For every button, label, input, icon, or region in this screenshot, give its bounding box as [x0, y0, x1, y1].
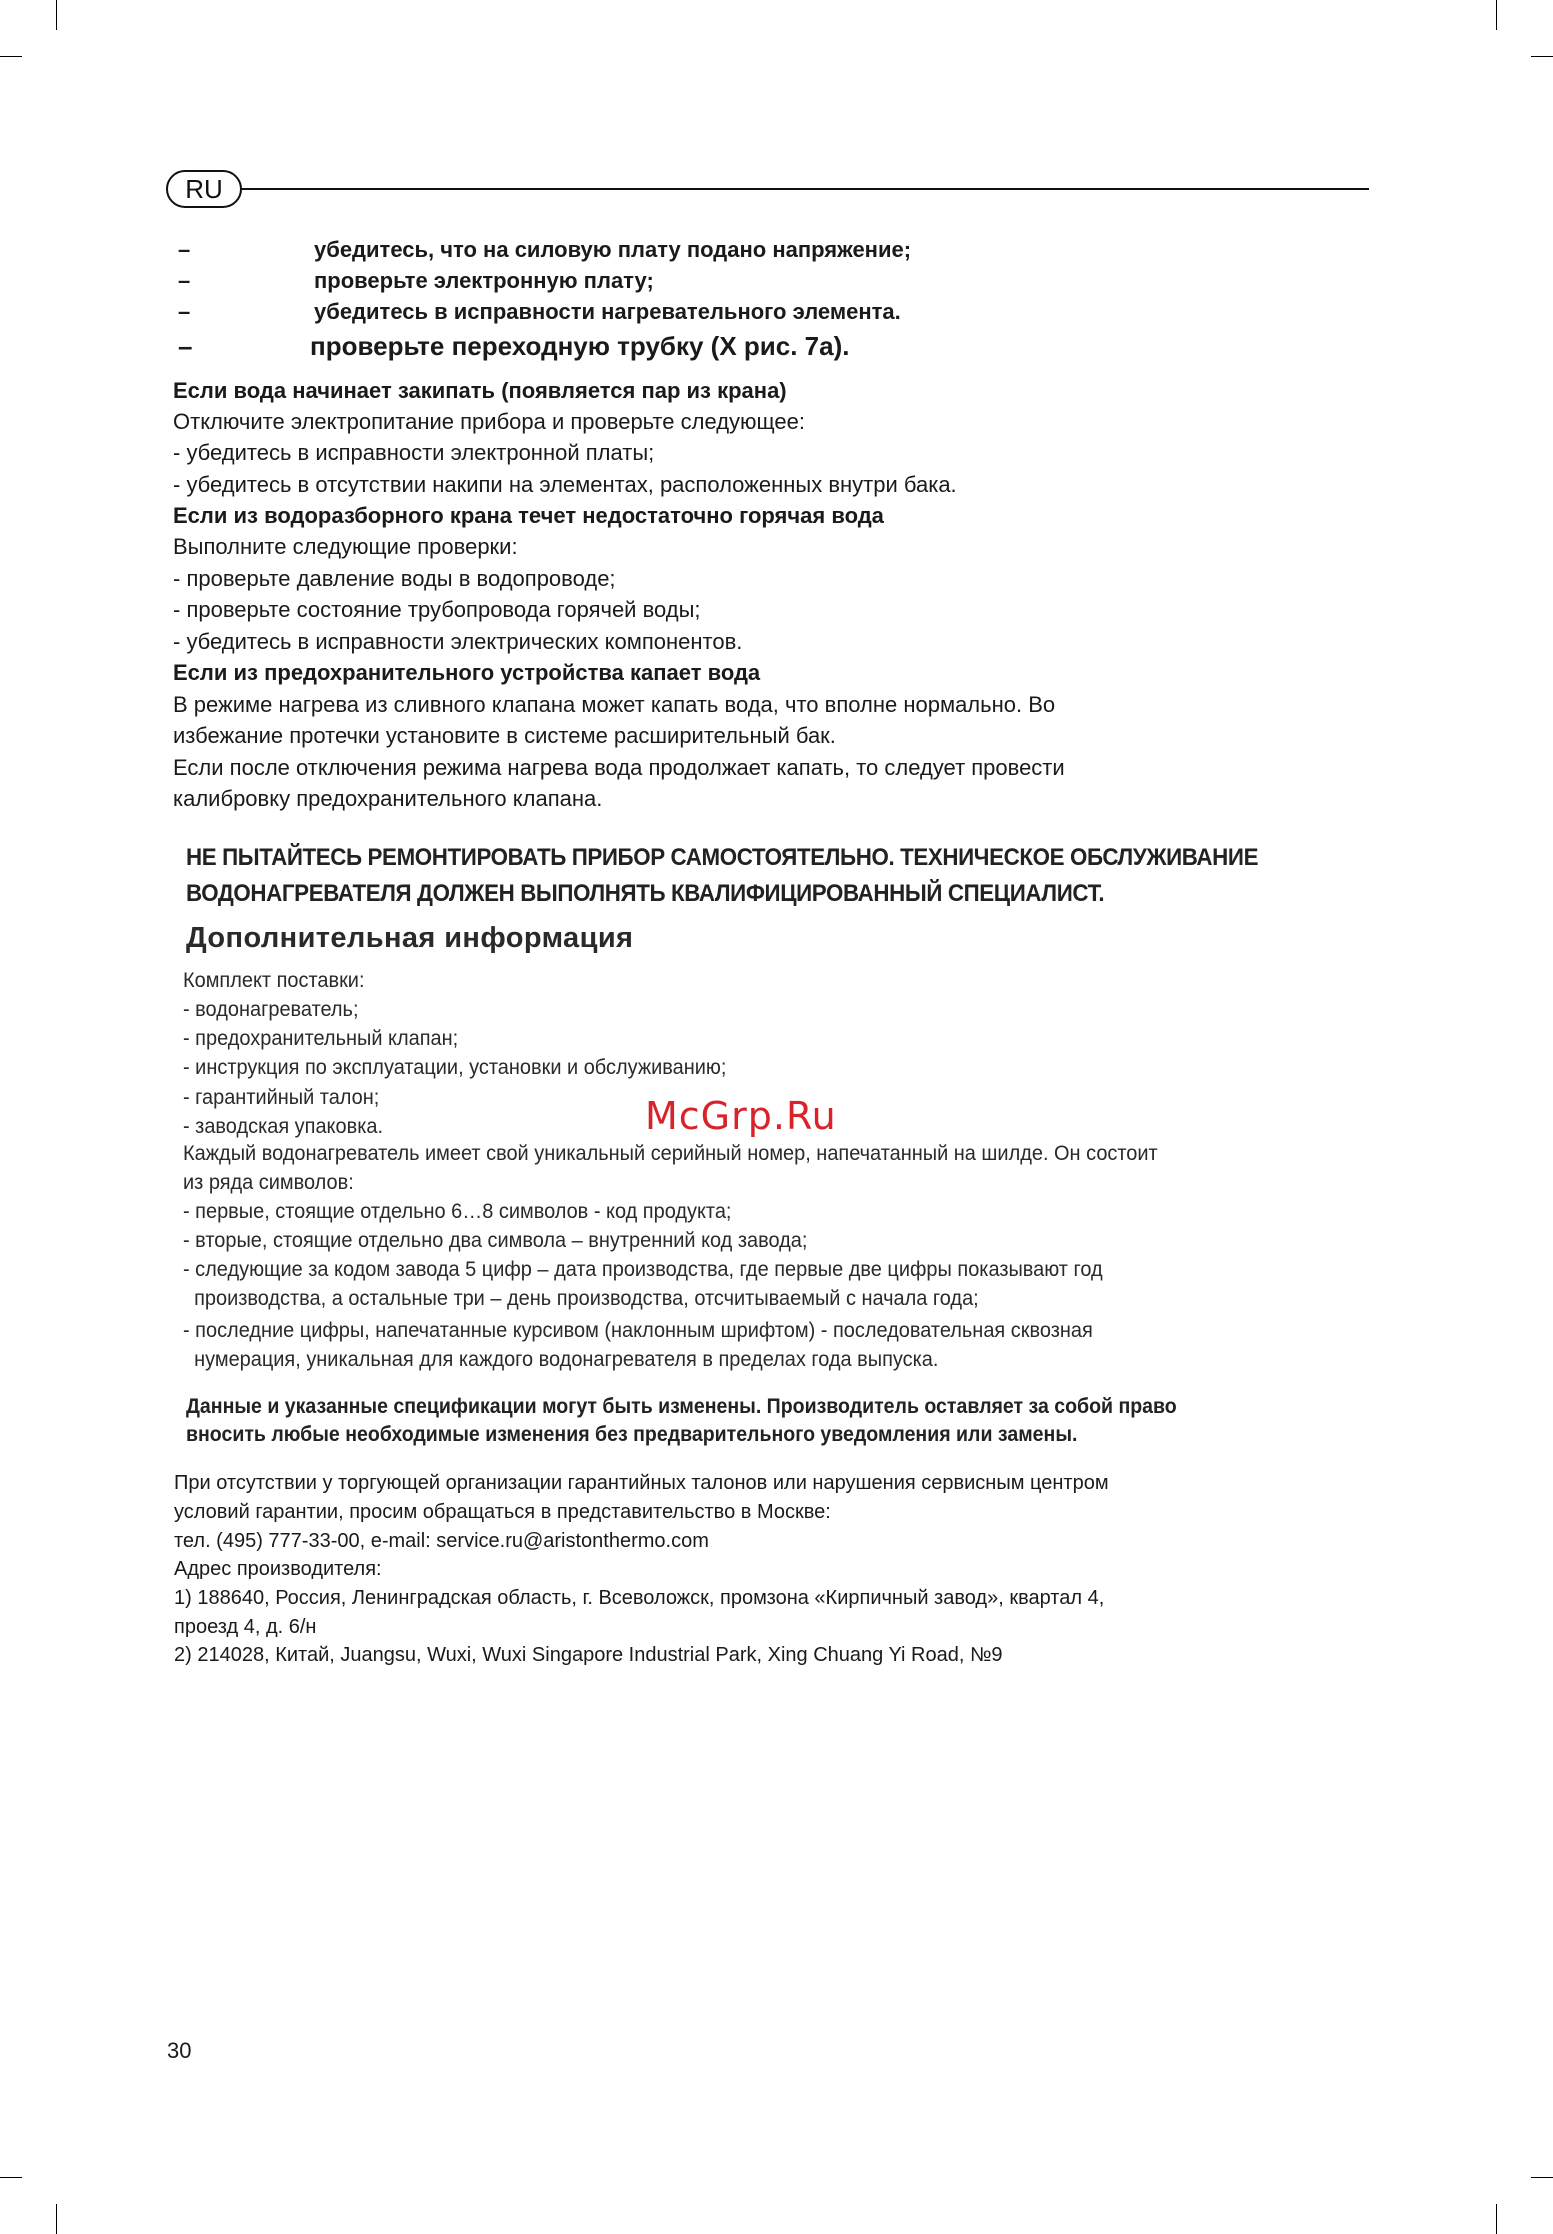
- paragraph-line: - убедитесь в отсутствии накипи на элементах, расположенных внутри бака.: [173, 472, 957, 497]
- info-line: - водонагреватель;: [183, 998, 359, 1021]
- watermark: McGrp.Ru: [645, 1094, 837, 1138]
- contact-line: тел. (495) 777-33-00, e-mail: service.ru@aristonthermo.com: [174, 1530, 709, 1552]
- crop-mark: [56, 0, 57, 30]
- crop-mark: [1496, 0, 1497, 30]
- contact-line: 2) 214028, Китай, Juangsu, Wuxi, Wuxi Singapore Industrial Park, Xing Chuang Yi Road, №9: [174, 1644, 1003, 1666]
- paragraph-line: - убедитесь в исправности электрических компонентов.: [173, 629, 743, 654]
- info-line: производства, а остальные три – день производства, отсчитываемый с начала года;: [183, 1287, 979, 1310]
- header-rule: [240, 188, 1369, 190]
- paragraph-line: - проверьте давление воды в водопроводе;: [173, 566, 616, 591]
- paragraph-line: Если после отключения режима нагрева вода продолжает капать, то следует провести: [173, 755, 1065, 780]
- paragraph-line: избежание протечки установите в системе расширительный бак.: [173, 723, 836, 748]
- info-line: - гарантийный талон;: [183, 1086, 380, 1109]
- contact-line: Адрес производителя:: [174, 1558, 382, 1580]
- info-line: нумерация, уникальная для каждого водонагревателя в пределах года выпуска.: [183, 1348, 939, 1371]
- warning-line: ВОДОНАГРЕВАТЕЛЯ ДОЛЖЕН ВЫПОЛНЯТЬ КВАЛИФИЦИРОВАННЫЙ СПЕЦИАЛИСТ.: [186, 880, 1105, 907]
- section-heading: Если из водоразборного крана течет недостаточно горячая вода: [173, 503, 884, 528]
- paragraph-line: калибровку предохранительного клапана.: [173, 786, 603, 811]
- crop-mark: [56, 2204, 57, 2234]
- info-line: Каждый водонагреватель имеет свой уникальный серийный номер, напечатанный на шилде. Он состоит: [183, 1142, 1158, 1165]
- paragraph-line: - убедитесь в исправности электронной платы;: [173, 440, 655, 465]
- info-line: - предохранительный клапан;: [183, 1027, 459, 1050]
- paragraph-line: Выполните следующие проверки:: [173, 534, 518, 559]
- page-number: 30: [167, 2038, 192, 2063]
- info-line: - следующие за кодом завода 5 цифр – дата производства, где первые две цифры показывают год: [183, 1258, 1103, 1281]
- info-line: - первые, стоящие отдельно 6…8 символов - код продукта;: [183, 1200, 732, 1223]
- info-line: - последние цифры, напечатанные курсивом (наклонным шрифтом) - последовательная сквозная: [183, 1319, 1093, 1342]
- warning-line: НЕ ПЫТАЙТЕСЬ РЕМОНТИРОВАТЬ ПРИБОР САМОСТОЯТЕЛЬНО. ТЕХНИЧЕСКОЕ ОБСЛУЖИВАНИЕ: [186, 844, 1259, 871]
- crop-mark: [1531, 56, 1553, 57]
- additional-info-title: Дополнительная информация: [186, 922, 634, 954]
- info-line: Комплект поставки:: [183, 969, 365, 992]
- info-line: - вторые, стоящие отдельно два символа – внутренний код завода;: [183, 1229, 808, 1252]
- section-heading: Если вода начинает закипать (появляется пар из крана): [173, 378, 787, 403]
- crop-mark: [0, 56, 22, 57]
- contact-line: проезд 4, д. 6/н: [174, 1616, 317, 1638]
- info-line: - заводская упаковка.: [183, 1115, 384, 1138]
- crop-mark: [0, 2177, 22, 2178]
- contact-line: условий гарантии, просим обращаться в представительство в Москве:: [174, 1501, 831, 1523]
- contact-line: При отсутствии у торгующей организации гарантийных талонов или нарушения сервисным центром: [174, 1472, 1109, 1494]
- contact-line: 1) 188640, Россия, Ленинградская область, г. Всеволожск, промзона «Кирпичный завод», квартал 4,: [174, 1587, 1105, 1609]
- paragraph-line: - проверьте состояние трубопровода горячей воды;: [173, 597, 701, 622]
- info-line: - инструкция по эксплуатации, установки и обслуживанию;: [183, 1056, 727, 1079]
- section-heading: Если из предохранительного устройства капает вода: [173, 660, 761, 685]
- crop-mark: [1496, 2204, 1497, 2234]
- disclaimer-line: Данные и указанные спецификации могут быть изменены. Производитель оставляет за собой право: [186, 1395, 1177, 1418]
- paragraph-line: В режиме нагрева из сливного клапана может капать вода, что вполне нормально. Во: [173, 692, 1056, 717]
- crop-mark: [1531, 2177, 1553, 2178]
- disclaimer-line: вносить любые необходимые изменения без предварительного уведомления или замены.: [186, 1423, 1078, 1446]
- language-badge: RU: [166, 170, 242, 208]
- paragraph-line: Отключите электропитание прибора и проверьте следующее:: [173, 409, 805, 434]
- info-line: из ряда символов:: [183, 1171, 354, 1194]
